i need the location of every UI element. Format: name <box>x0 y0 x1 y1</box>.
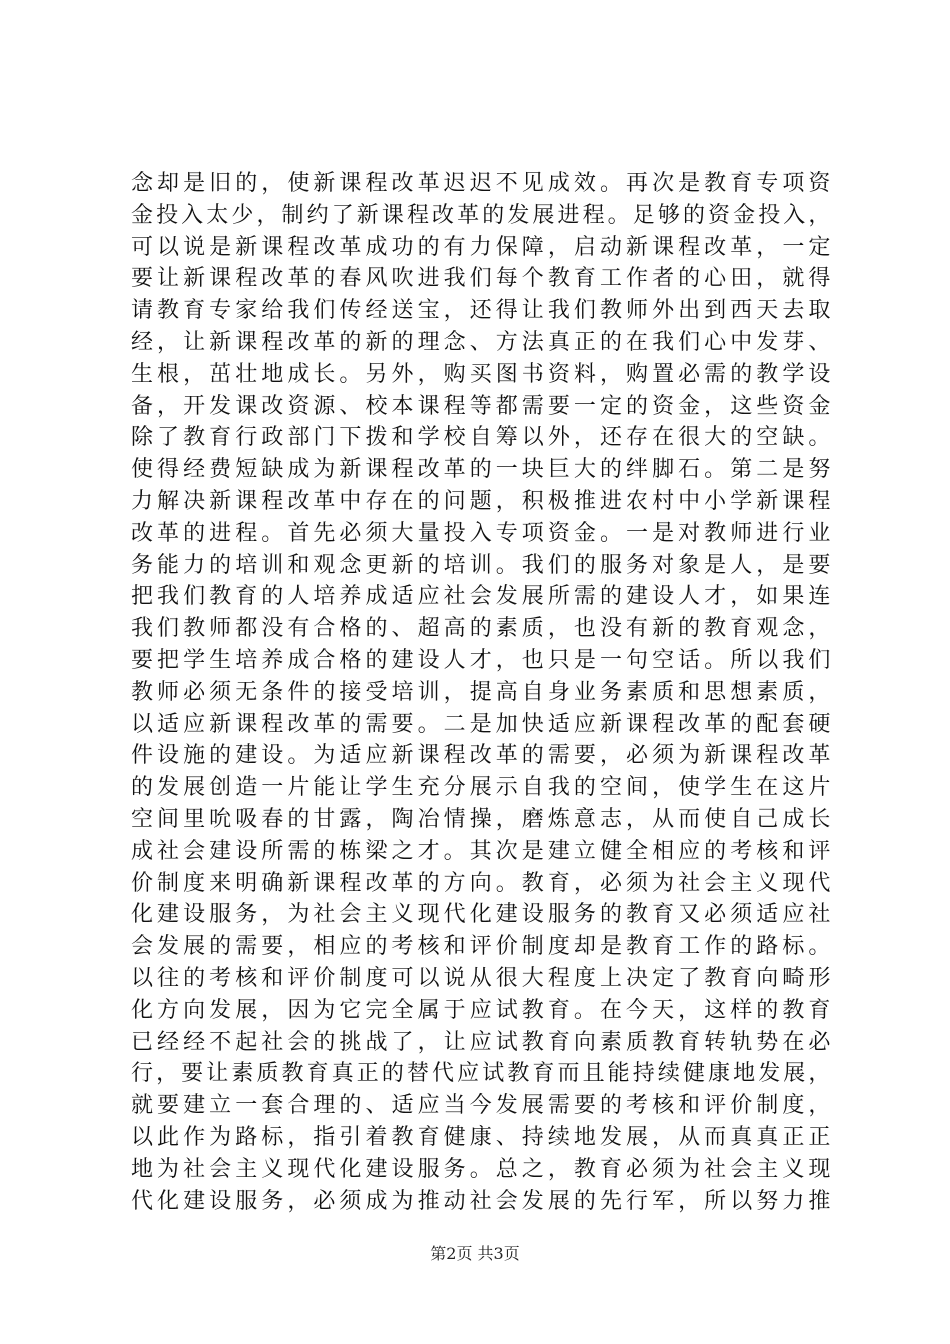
page-footer: 第2页 共3页 <box>430 1244 520 1263</box>
text-line: 使得经费短缺成为新课程改革的一块巨大的绊脚石。第二是努 <box>131 457 831 483</box>
text-line: 力解决新课程改革中存在的问题，积极推进农村中小学新课程 <box>131 488 831 514</box>
text-line: 务能力的培训和观念更新的培训。我们的服务对象是人，是要 <box>131 552 831 578</box>
text-line: 以往的考核和评价制度可以说从很大程度上决定了教育向畸形 <box>131 965 831 991</box>
text-line: 会发展的需要，相应的考核和评价制度却是教育工作的路标。 <box>131 934 831 960</box>
text-line: 要让新课程改革的春风吹进我们每个教育工作者的心田，就得 <box>131 266 831 292</box>
text-line: 行，要让素质教育真正的替代应试教育而且能持续健康地发展， <box>131 1061 831 1087</box>
text-line: 把我们教育的人培养成适应社会发展所需的建设人才，如果连 <box>131 584 831 610</box>
text-line: 教师必须无条件的接受培训，提高自身业务素质和思想素质， <box>131 679 831 705</box>
text-line: 我们教师都没有合格的、超高的素质，也没有新的教育观念， <box>131 616 831 642</box>
text-line: 金投入太少，制约了新课程改革的发展进程。足够的资金投入， <box>131 202 831 228</box>
text-line: 化方向发展，因为它完全属于应试教育。在今天，这样的教育 <box>131 997 831 1023</box>
text-line: 已经经不起社会的挑战了，让应试教育向素质教育转轨势在必 <box>131 1029 831 1055</box>
text-line: 就要建立一套合理的、适应当今发展需要的考核和评价制度， <box>131 1093 831 1119</box>
text-line: 念却是旧的，使新课程改革迟迟不见成效。再次是教育专项资 <box>131 171 831 196</box>
text-line: 经，让新课程改革的新的理念、方法真正的在我们心中发芽、 <box>131 329 831 355</box>
text-line: 要把学生培养成合格的建设人才，也只是一句空话。所以我们 <box>131 647 831 673</box>
text-line: 的发展创造一片能让学生充分展示自我的空间，使学生在这片 <box>131 775 831 801</box>
text-line: 改革的进程。首先必须大量投入专项资金。一是对教师进行业 <box>131 520 831 546</box>
text-line: 件设施的建设。为适应新课程改革的需要，必须为新课程改革 <box>131 743 831 769</box>
body-text <box>131 168 831 1217</box>
text-line: 代化建设服务，必须成为推动社会发展的先行军，所以努力推 <box>131 1188 831 1214</box>
text-line: 空间里吮吸春的甘露，陶冶情操，磨炼意志，从而使自己成长 <box>131 806 831 832</box>
text-line: 请教育专家给我们传经送宝，还得让我们教师外出到西天去取 <box>131 298 831 324</box>
text-line: 可以说是新课程改革成功的有力保障，启动新课程改革，一定 <box>131 234 831 260</box>
text-line: 除了教育行政部门下拨和学校自筹以外，还存在很大的空缺。 <box>131 425 831 451</box>
text-line: 地为社会主义现代化建设服务。总之，教育必须为社会主义现 <box>131 1156 831 1182</box>
text-line: 化建设服务，为社会主义现代化建设服务的教育又必须适应社 <box>131 902 831 928</box>
text-line: 生根，茁壮地成长。另外，购买图书资料，购置必需的教学设 <box>131 361 831 387</box>
text-line: 成社会建设所需的栋梁之才。其次是建立健全相应的考核和评 <box>131 838 831 864</box>
text-line: 以适应新课程改革的需要。二是加快适应新课程改革的配套硬 <box>131 711 831 737</box>
text-line: 以此作为路标，指引着教育健康、持续地发展，从而真真正正 <box>131 1124 831 1150</box>
text-line: 备，开发课改资源、校本课程等都需要一定的资金，这些资金 <box>131 393 831 419</box>
text-line: 价制度来明确新课程改革的方向。教育，必须为社会主义现代 <box>131 870 831 896</box>
